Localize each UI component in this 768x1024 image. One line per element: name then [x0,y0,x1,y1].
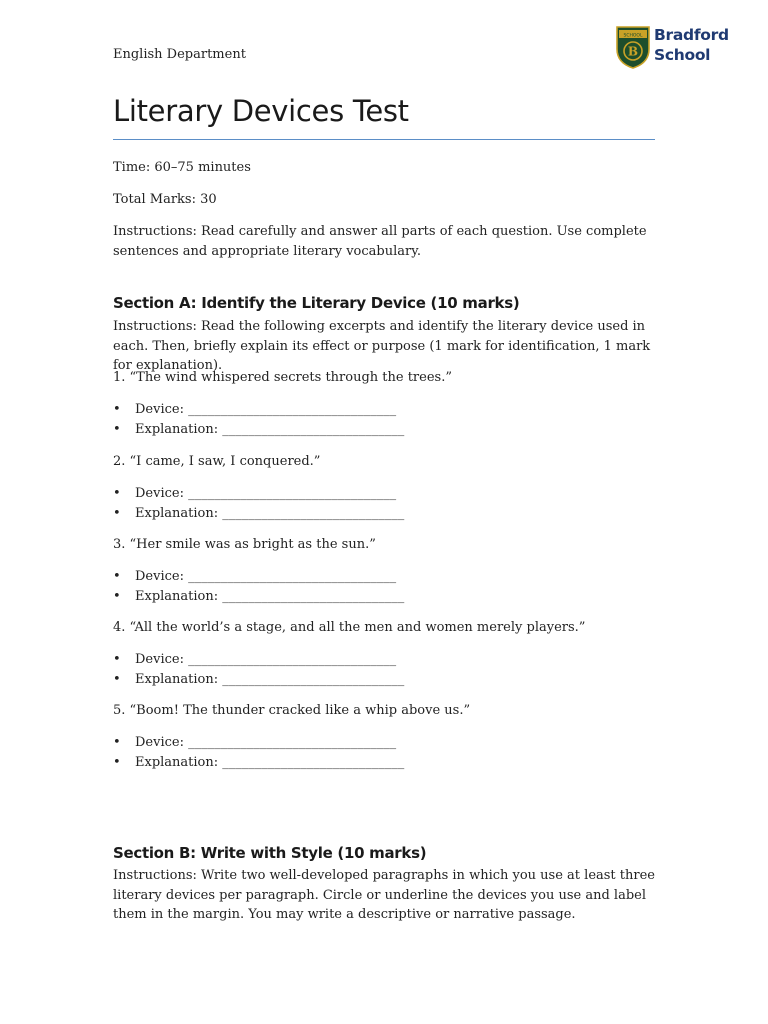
school-name-line2: School [654,46,711,64]
department-label: English Department [113,47,246,62]
time-label: Time: 60–75 minutes [113,160,251,175]
school-logo [614,22,729,70]
device-prompt: Device: ________________________________ [135,652,397,667]
bullet-icon: • [113,754,121,770]
explanation-answer-line[interactable] [113,753,513,773]
device-prompt: Device: ________________________________ [135,402,397,417]
question-3: 3. “Her smile was as bright as the sun.” [113,537,376,552]
school-crest-icon [615,23,651,69]
device-answer-line[interactable] [113,567,513,587]
document-title: Literary Devices Test [113,94,409,128]
question-3-answers [113,567,513,606]
section-a-heading: Section A: Identify the Literary Device (10 marks) [113,294,520,312]
title-divider [113,139,655,140]
device-answer-line[interactable] [113,650,513,670]
device-answer-line[interactable] [113,733,513,753]
general-instructions: Instructions: Read carefully and answer all parts of each question. Use complete sentences and appropriate literary vocabulary. [113,224,647,259]
question-1-answers [113,400,513,439]
explanation-answer-line[interactable] [113,587,513,607]
bullet-icon: • [113,421,121,437]
section-b-instructions: Instructions: Write two well-developed paragraphs in which you use at least three literary devices per paragraph. Circle or underline the devices you use and label them in the margin. You may write a descriptive or narrative passage. [113,868,655,922]
explanation-answer-line[interactable] [113,504,513,524]
question-2-answers [113,484,513,523]
device-answer-line[interactable] [113,484,513,504]
total-marks-label: Total Marks: 30 [113,192,217,207]
explanation-prompt: Explanation: ____________________________ [135,421,405,437]
school-name [654,25,729,65]
bullet-icon: • [113,569,121,584]
section-b-heading: Section B: Write with Style (10 marks) [113,844,427,862]
bullet-icon: • [113,671,121,687]
question-5: 5. “Boom! The thunder cracked like a whip above us.” [113,703,471,718]
explanation-answer-line[interactable] [113,670,513,690]
crest-lettering: SCHOOL [623,33,643,39]
device-prompt: Device: ________________________________ [135,735,397,750]
explanation-prompt: Explanation: ____________________________ [135,754,405,770]
explanation-answer-line[interactable] [113,420,513,440]
device-prompt: Device: ________________________________ [135,486,397,501]
question-1: 1. “The wind whispered secrets through the trees.” [113,370,452,385]
question-5-answers [113,733,513,772]
question-2: 2. “I came, I saw, I conquered.” [113,454,321,469]
bullet-icon: • [113,588,121,604]
explanation-prompt: Explanation: ____________________________ [135,671,405,687]
bullet-icon: • [113,505,121,521]
crest-monogram: B [627,44,639,59]
bullet-icon: • [113,402,121,417]
section-a-instructions: Instructions: Read the following excerpts and identify the literary device used in each. Then, briefly explain its effect or purpose (1 mark for identification, 1 mark for explanation). [113,319,651,373]
bullet-icon: • [113,735,121,750]
bullet-icon: • [113,652,121,667]
device-answer-line[interactable] [113,400,513,420]
explanation-prompt: Explanation: ____________________________ [135,505,405,521]
explanation-prompt: Explanation: ____________________________ [135,588,405,604]
device-prompt: Device: ________________________________ [135,569,397,584]
bullet-icon: • [113,486,121,501]
school-name-line1: Bradford [654,26,729,44]
question-4: 4. “All the world’s a stage, and all the men and women merely players.” [113,620,586,635]
question-4-answers [113,650,513,689]
